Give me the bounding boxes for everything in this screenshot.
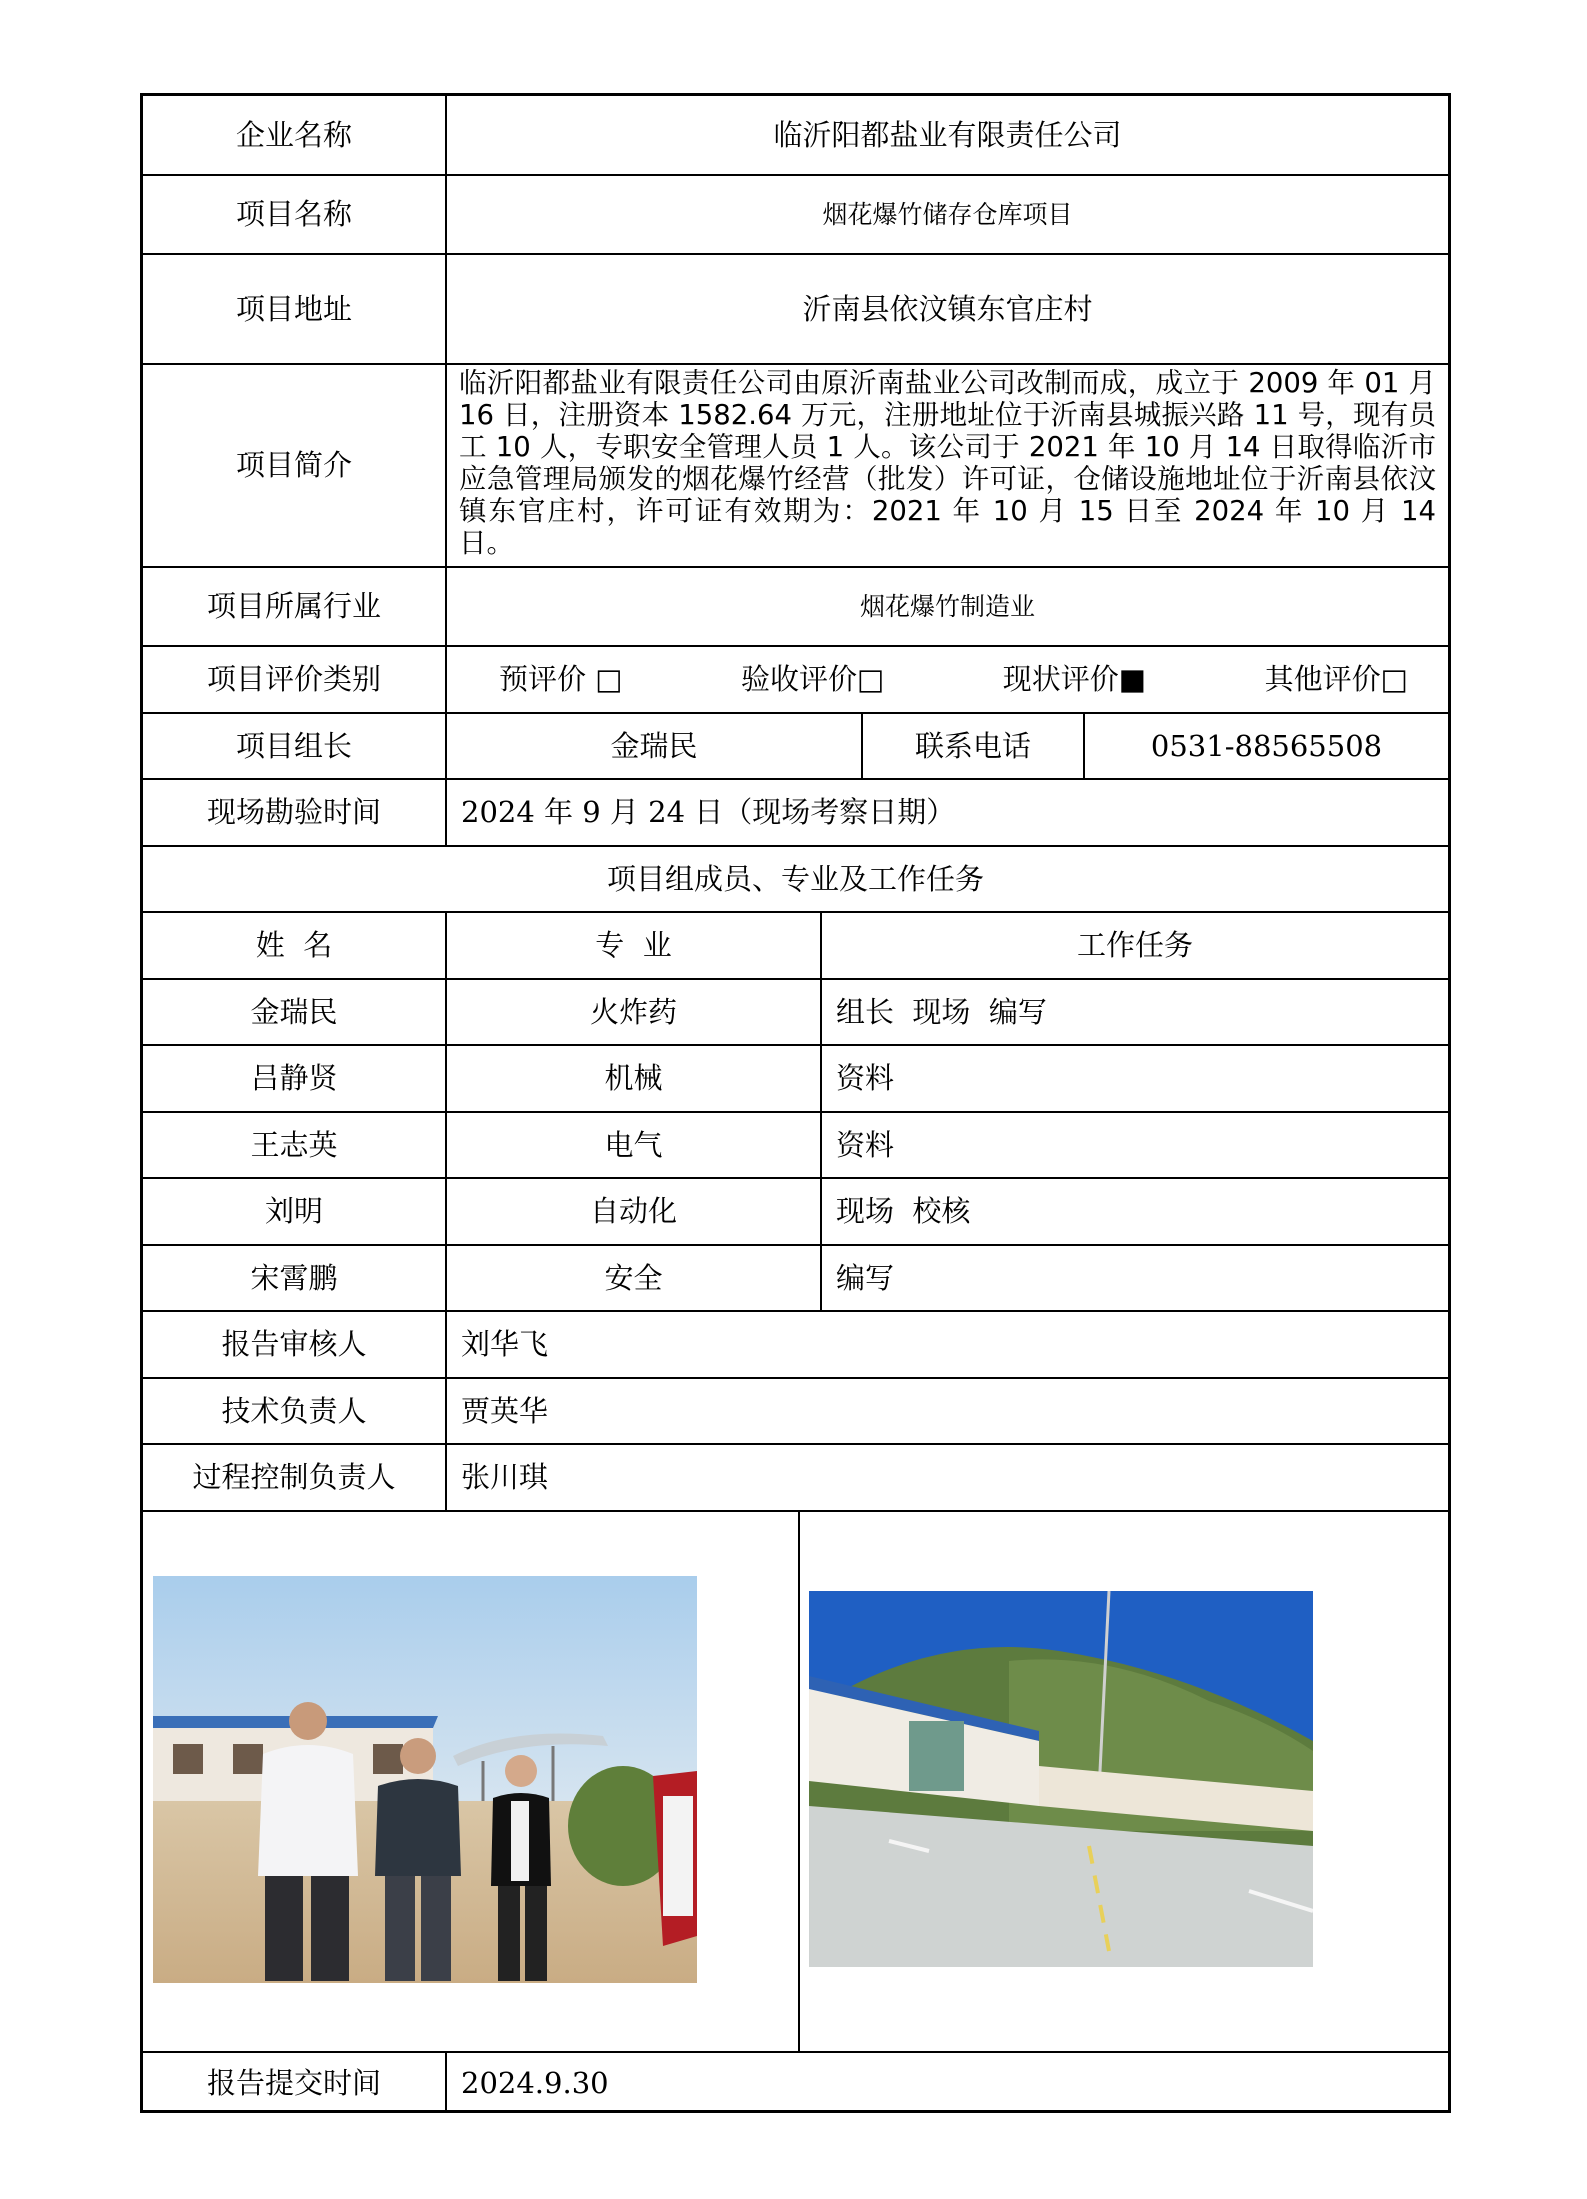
industry-label: 项目所属行业 <box>206 589 381 624</box>
project-intro-label: 项目简介 <box>235 448 352 483</box>
evaluation-type-label: 项目评价类别 <box>206 662 381 697</box>
company-name: 临沂阳都盐业有限责任公司 <box>773 117 1122 152</box>
site-photo-team-image <box>153 1576 697 1983</box>
member-name: 金瑞民 <box>250 994 338 1029</box>
members-title: 项目组成员、专业及工作任务 <box>606 861 984 896</box>
company-label: 企业名称 <box>235 117 352 152</box>
member-task: 现场 校核 <box>836 1194 971 1229</box>
reviewer: 刘华飞 <box>461 1327 549 1362</box>
members-header-name: 姓 名 <box>255 928 333 963</box>
member-major: 火炸药 <box>589 994 677 1029</box>
phone-number: 0531-88565508 <box>1150 728 1383 763</box>
survey-time: 2024 年 9 月 24 日（现场考察日期） <box>461 795 956 830</box>
report-info-table <box>140 93 1451 2113</box>
reviewer-label: 报告审核人 <box>221 1327 367 1362</box>
tech-lead: 贾英华 <box>461 1393 549 1428</box>
member-name: 宋霄鹏 <box>250 1260 338 1295</box>
option-acceptance-evaluation: 验收评价□ <box>741 662 885 697</box>
tech-lead-label: 技术负责人 <box>221 1393 367 1428</box>
option-status-evaluation: 现状评价■ <box>1002 662 1147 697</box>
member-name: 王志英 <box>250 1127 338 1162</box>
process-lead-label: 过程控制负责人 <box>192 1460 396 1495</box>
submit-time: 2024.9.30 <box>461 2065 609 2100</box>
leader-label: 项目组长 <box>235 728 352 763</box>
member-task: 编写 <box>836 1260 895 1295</box>
member-major: 电气 <box>604 1127 663 1162</box>
member-task: 资料 <box>836 1061 895 1096</box>
member-task: 资料 <box>836 1127 895 1162</box>
site-photo-warehouse-image <box>809 1591 1313 1967</box>
site-photo-team <box>153 1576 697 1983</box>
evaluation-type-options <box>447 647 1448 712</box>
member-name: 吕静贤 <box>250 1061 338 1096</box>
industry: 烟花爆竹制造业 <box>859 591 1035 621</box>
member-major: 机械 <box>604 1061 663 1096</box>
member-task: 组长 现场 编写 <box>836 994 1047 1029</box>
project-address: 沂南县依汶镇东官庄村 <box>802 291 1093 326</box>
option-pre-evaluation: 预评价 □ <box>499 662 623 697</box>
site-photo-warehouse <box>809 1591 1313 1967</box>
member-major: 自动化 <box>589 1194 677 1229</box>
submit-time-label: 报告提交时间 <box>206 2065 381 2100</box>
member-name: 刘明 <box>264 1194 323 1229</box>
process-lead: 张川琪 <box>461 1460 549 1495</box>
members-header-major: 专 业 <box>595 928 672 963</box>
project-address-label: 项目地址 <box>235 291 352 326</box>
project-name: 烟花爆竹储存仓库项目 <box>822 199 1073 229</box>
project-intro: 临沂阳都盐业有限责任公司由原沂南盐业公司改制而成，成立于 2009 年 01 月 16 日，注册资本 1582.64 万元，注册地址位于沂南县城振兴路 11 号，现有员工 10 人，专职安全管理人员 1 人。该公司于 2021 年 10 月 14 日取得临沂市应急管理局颁发的烟花爆竹经营（批发）许可证，仓储设施地址位于沂南县依汶镇东官庄村，许可证有效期为：2021 年 10 月 15 日至 2024 年 10 月 14 日。 <box>459 367 1436 559</box>
member-major: 安全 <box>604 1260 663 1295</box>
option-other-evaluation: 其他评价□ <box>1264 662 1408 697</box>
project-name-label: 项目名称 <box>235 197 352 232</box>
members-header-task: 工作任务 <box>1076 928 1193 963</box>
leader-name: 金瑞民 <box>610 728 698 763</box>
survey-time-label: 现场勘验时间 <box>206 795 381 830</box>
phone-label: 联系电话 <box>914 728 1031 763</box>
